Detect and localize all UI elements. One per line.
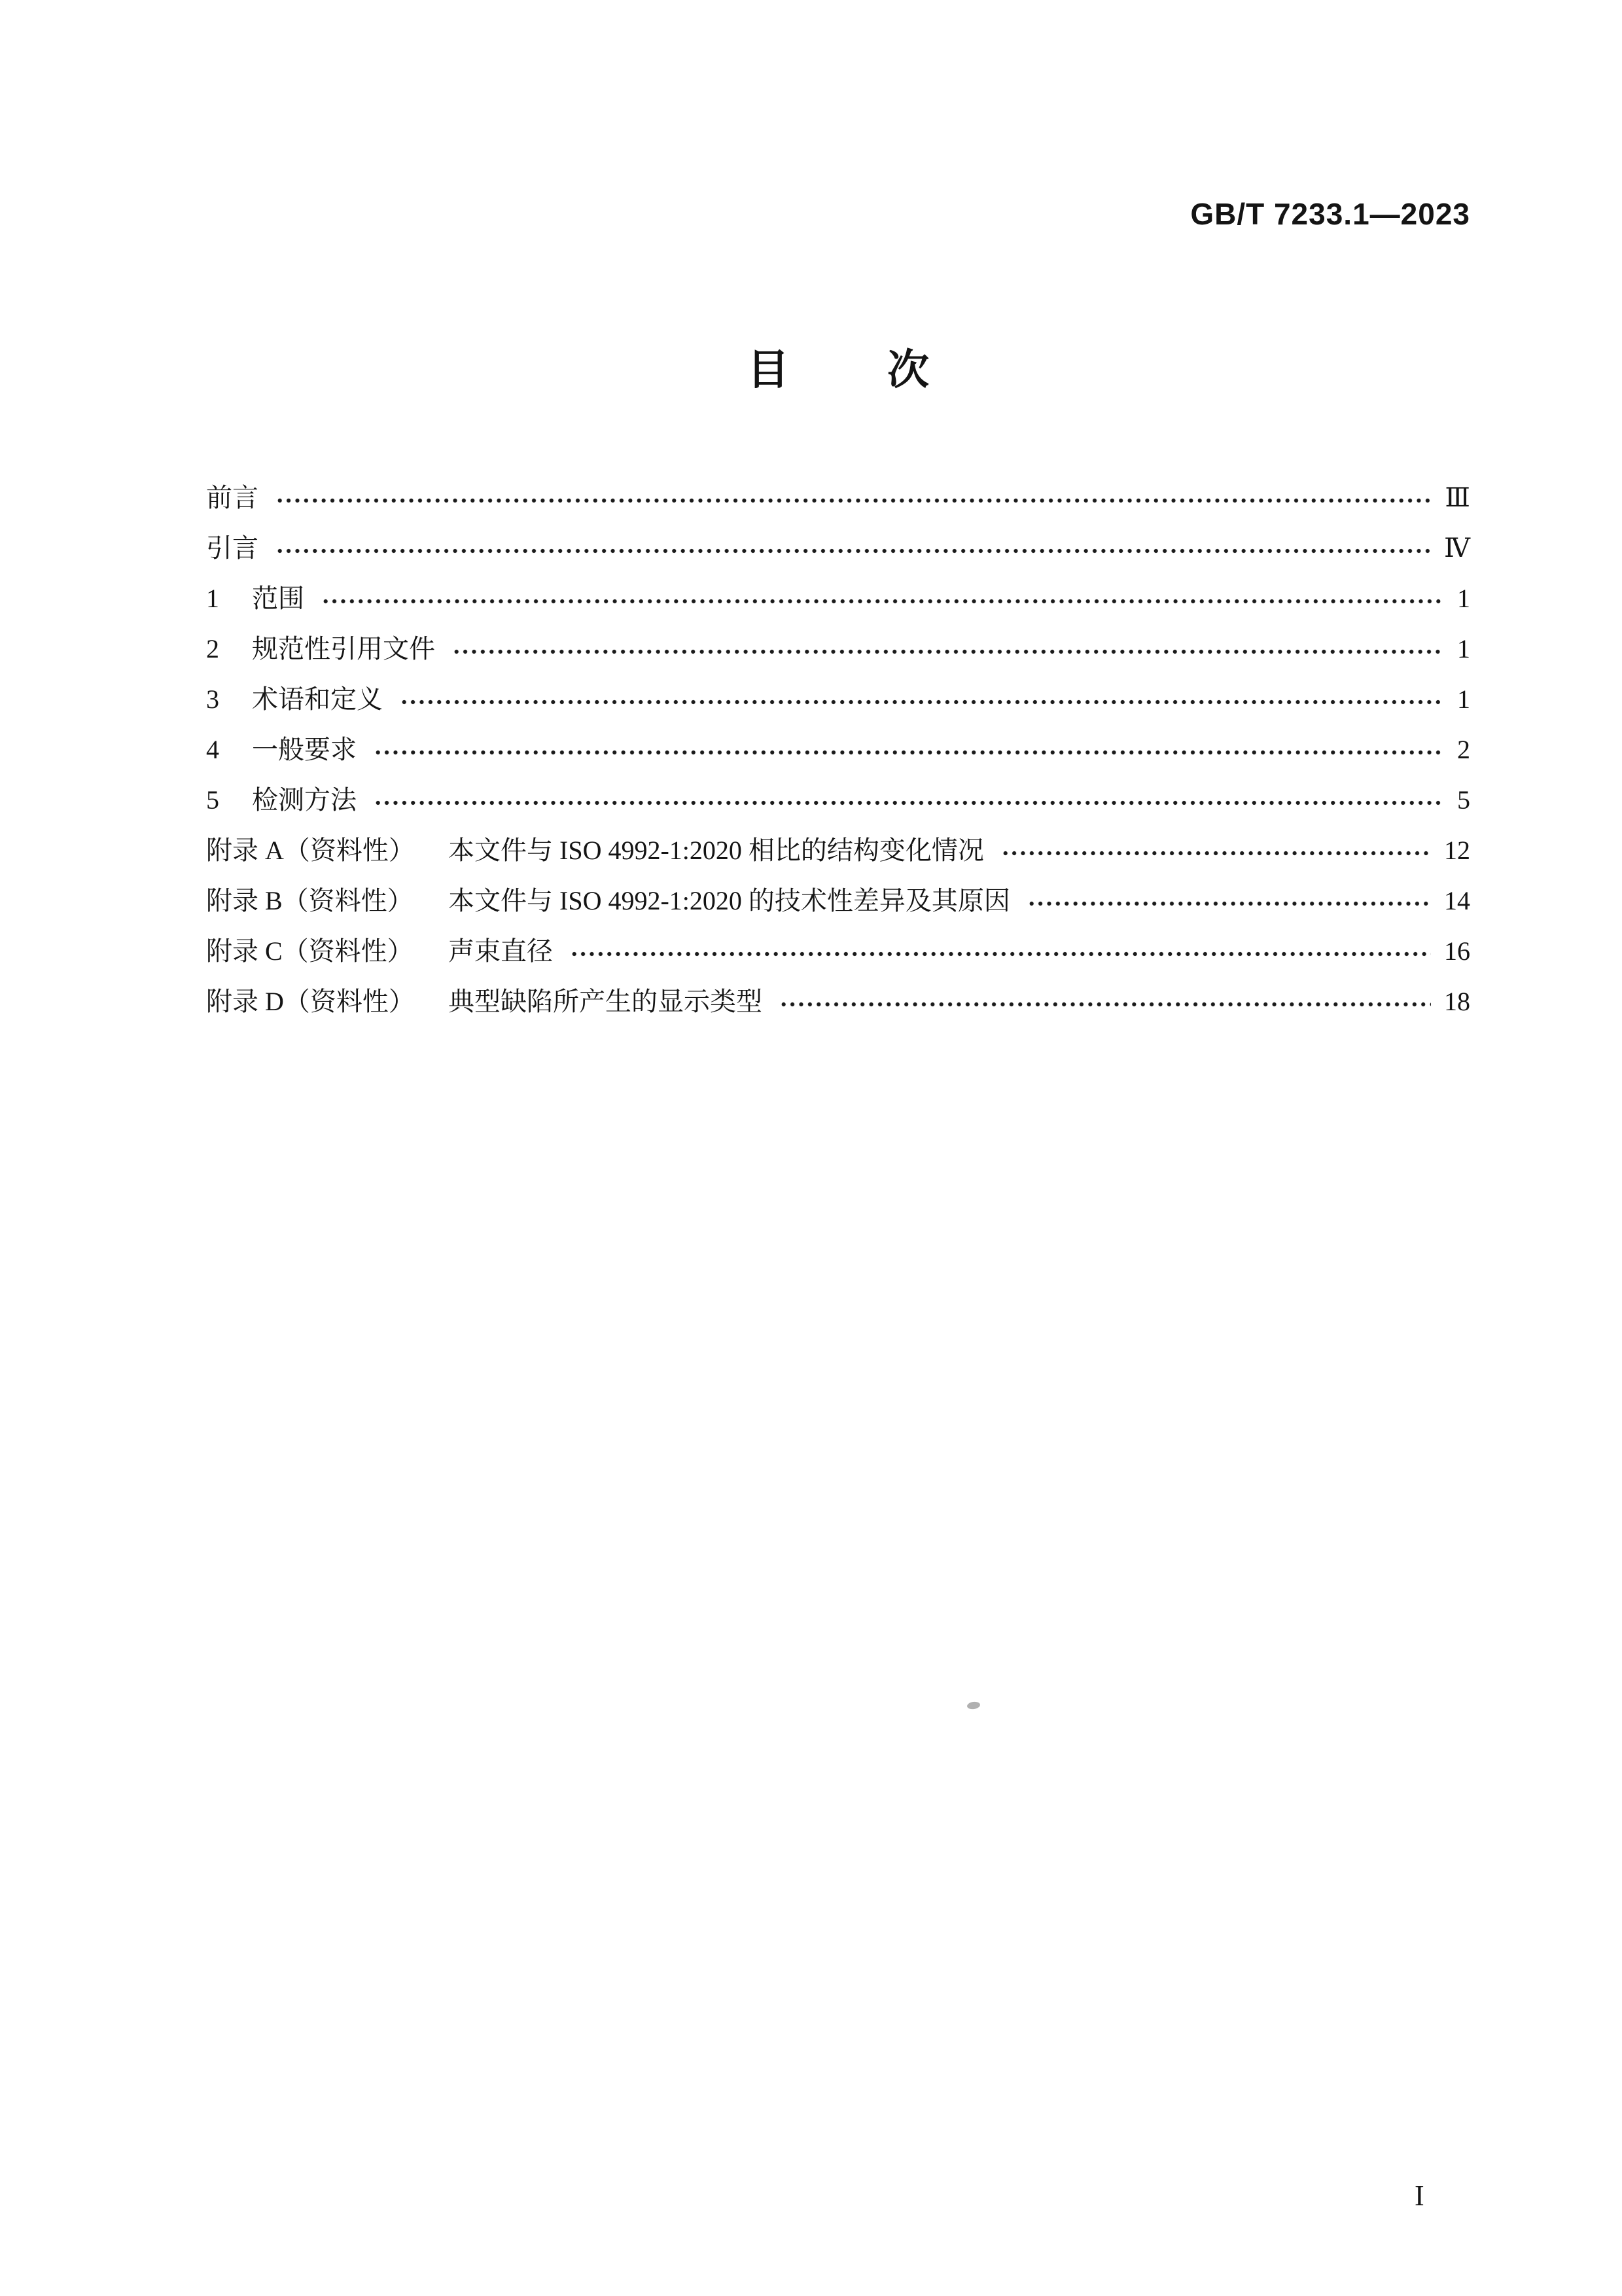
toc-page-number: 1: [1457, 684, 1470, 714]
dotted-leader: [374, 800, 1444, 805]
toc-row: [206, 875, 1470, 926]
scan-artifact-speck: [966, 1701, 980, 1710]
toc-entry-label: 一般要求: [252, 734, 357, 764]
toc-row: [206, 624, 1470, 674]
toc-row: [206, 523, 1470, 573]
toc-entry-label: 本文件与 ISO 4992-1:2020 相比的结构变化情况: [448, 835, 984, 865]
toc-row: [206, 674, 1470, 724]
toc-row: [206, 724, 1470, 775]
toc-list: [206, 472, 1470, 1027]
toc-row: [206, 825, 1470, 875]
toc-entry-number: 3: [206, 684, 219, 714]
toc-page-number: 1: [1457, 633, 1470, 663]
toc-row: [206, 926, 1470, 976]
page-title-char-right: 次: [887, 347, 929, 393]
toc-entry-number: 2: [206, 633, 219, 663]
toc-page-number: Ⅳ: [1444, 533, 1470, 563]
page-title: [206, 349, 1470, 391]
toc-page-number: 1: [1457, 583, 1470, 613]
page-title-char-left: 目: [747, 347, 789, 393]
footer-page-number: I: [1415, 2180, 1424, 2212]
toc-entry-label: 声束直径: [448, 936, 553, 966]
toc-entry-number: 1: [206, 583, 219, 613]
toc-page-number: 2: [1457, 734, 1470, 764]
dotted-leader: [321, 599, 1444, 604]
toc-entry-prefix: 附录 C（资料性）: [206, 936, 414, 966]
toc-entry-label: 引言: [206, 533, 258, 563]
toc-page-number: 18: [1444, 986, 1470, 1016]
dotted-leader: [400, 699, 1444, 705]
toc-entry-label: 本文件与 ISO 4992-1:2020 的技术性差异及其原因: [448, 885, 1010, 915]
toc-entry-label: 前言: [206, 482, 258, 512]
dotted-leader: [1027, 901, 1431, 906]
dotted-leader: [452, 649, 1444, 654]
toc-entry-number: 4: [206, 734, 219, 764]
toc-row: [206, 472, 1470, 523]
toc-row: [206, 976, 1470, 1027]
toc-row: [206, 775, 1470, 825]
toc-entry-label: 检测方法: [252, 785, 357, 815]
dotted-leader: [779, 1002, 1431, 1007]
toc-entry-label: 规范性引用文件: [252, 633, 435, 663]
toc-entry-label: 术语和定义: [252, 684, 383, 714]
toc-page-number: 16: [1444, 936, 1470, 966]
toc-page-number: 12: [1444, 835, 1470, 865]
toc-entry-number: 5: [206, 785, 219, 815]
toc-entry-prefix: 附录 B（资料性）: [206, 885, 414, 915]
standard-code-header: GB/T 7233.1—2023: [1190, 197, 1470, 231]
toc-entry-label: 范围: [252, 583, 304, 613]
dotted-leader: [275, 498, 1432, 503]
toc-page-number: 5: [1457, 785, 1470, 815]
dotted-leader: [275, 548, 1431, 554]
dotted-leader: [570, 951, 1431, 957]
toc-entry-prefix: 附录 D（资料性）: [206, 986, 415, 1016]
toc-entry-prefix: 附录 A（资料性）: [206, 835, 415, 865]
dotted-leader: [1001, 851, 1431, 856]
toc-page-number: Ⅲ: [1445, 482, 1470, 512]
toc-entry-label: 典型缺陷所产生的显示类型: [448, 986, 762, 1016]
toc-row: [206, 573, 1470, 624]
toc-page-number: 14: [1444, 885, 1470, 915]
dotted-leader: [374, 750, 1444, 755]
